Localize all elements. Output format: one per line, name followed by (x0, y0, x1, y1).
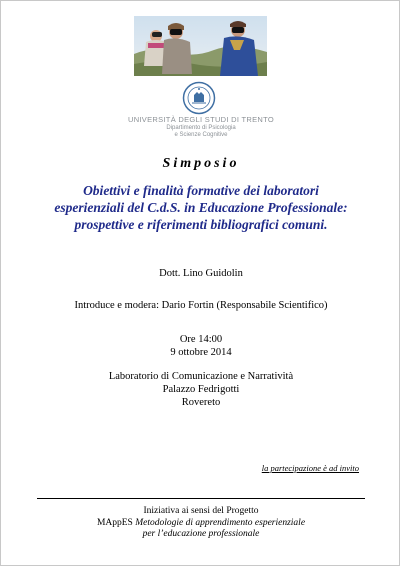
event-datetime (1, 333, 400, 359)
university-name: UNIVERSITÀ DEGLI STUDI DI TRENTO (127, 115, 274, 124)
location-line: Rovereto (181, 397, 221, 408)
footer-line-1: Iniziativa ai sensi del Progetto (143, 506, 259, 516)
department-line-2: e Scienze Cognitive (174, 132, 228, 138)
invite-note: la partecipazione è ad invito (261, 463, 359, 473)
moderator: Introduce e modera: Dario Fortin (Responsabile Scientifico) (74, 300, 328, 311)
event-date: 9 ottobre 2014 (170, 347, 232, 358)
location-line: Laboratorio di Comunicazione e Narratività (108, 371, 294, 382)
title-line: Obiettivi e finalità formative dei laboratori (83, 183, 319, 198)
event-location (1, 370, 400, 409)
project-acronym: MAppES (96, 517, 133, 528)
event-time: Ore 14:00 (179, 334, 223, 345)
location-line: Palazzo Fedrigotti (162, 384, 240, 395)
event-title (31, 182, 371, 233)
footer-divider (37, 498, 365, 499)
title-line: prospettive e riferimenti bibliografici comuni. (74, 217, 328, 232)
department-line-1: Dipartimento di Psicologia (166, 125, 236, 131)
people-with-binoculars-photo (134, 16, 267, 76)
project-name-part-1: Metodologie di apprendimento esperienziale (135, 517, 306, 528)
department-name (1, 125, 400, 139)
event-type-heading: Simposio (162, 156, 240, 171)
project-name-part-2: per l’educazione professionale (142, 529, 260, 539)
speaker: Dott. Lino Guidolin (159, 268, 243, 279)
footer-line-3 (1, 529, 400, 541)
university-seal-icon (181, 81, 217, 115)
project-footer (1, 506, 400, 541)
footer-line-2 (1, 518, 400, 530)
title-line: esperienziali del C.d.S. in Educazione Professionale: (54, 200, 348, 215)
